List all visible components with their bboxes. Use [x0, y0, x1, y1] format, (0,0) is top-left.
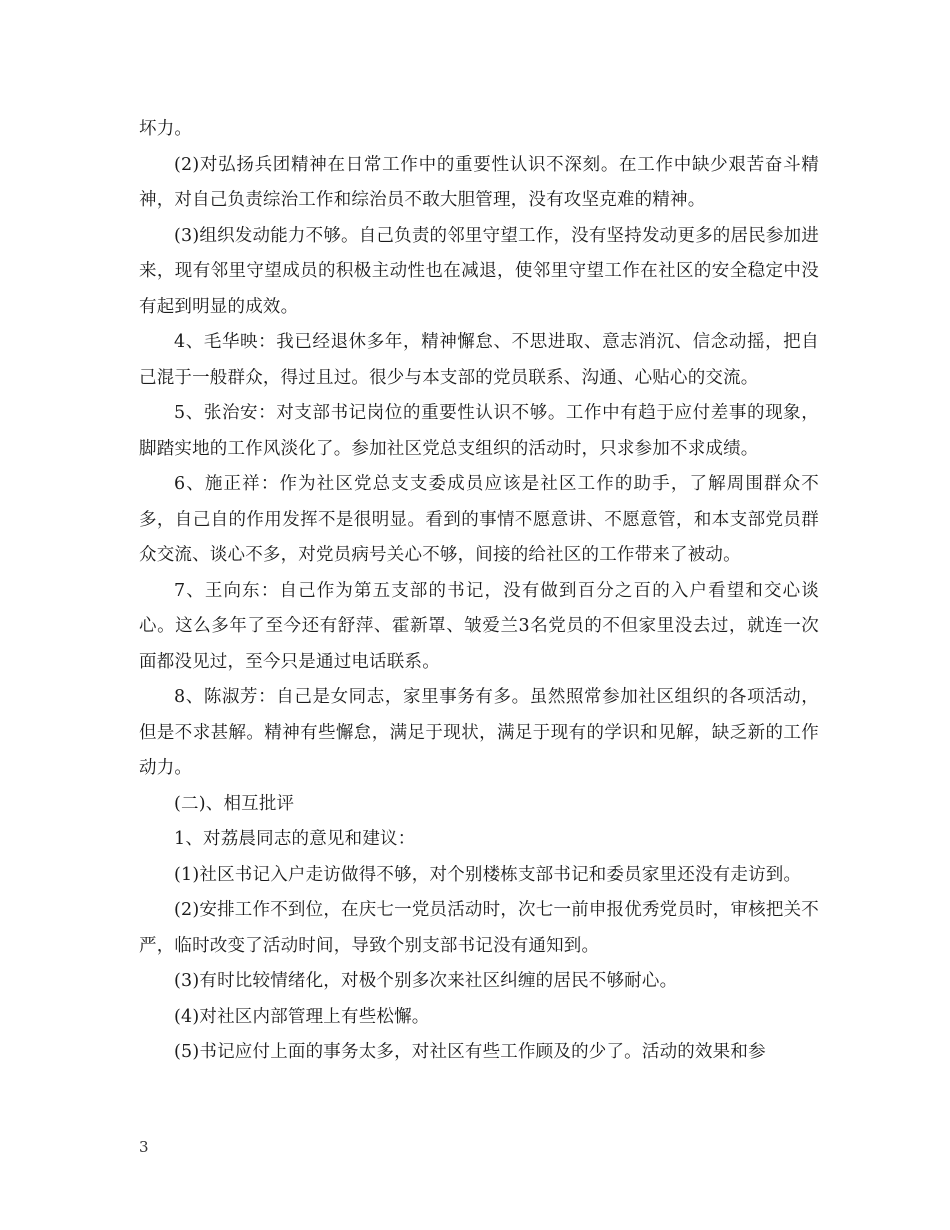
page-number: 3 [139, 1138, 149, 1156]
paragraph: (5)书记应付上面的事务太多，对社区有些工作顾及的少了。活动的效果和参 [174, 1042, 766, 1062]
document-body [139, 112, 819, 1071]
paragraph: (2)对弘扬兵团精神在日常工作中的重要性认识不深刻。在工作中缺少艰苦奋斗精神，对自己负责综治工作和综治员不敢大胆管理，没有攻坚克难的精神。 [139, 154, 819, 210]
paragraph: 6、施正祥：作为社区党总支支委成员应该是社区工作的助手，了解周围群众不多，自己自的作用发挥不是很明显。看到的事情不愿意讲、不愿意管，和本支部党员群众交流、谈心不多，对党员病号关心不够，间接的给社区的工作带来了被动。 [139, 474, 819, 565]
paragraph: (3)有时比较情绪化，对极个别多次来社区纠缠的居民不够耐心。 [174, 971, 678, 991]
paragraph: 4、毛华映：我已经退休多年，精神懈怠、不思进取、意志消沉、信念动摇，把自己混于一般群众，得过且过。很少与本支部的党员联系、沟通、心贴心的交流。 [139, 332, 819, 388]
paragraph: (2)安排工作不到位，在庆七一党员活动时，次七一前申报优秀党员时，审核把关不严，临时改变了活动时间，导致个别支部书记没有通知到。 [139, 900, 819, 956]
paragraph: 8、陈淑芳：自己是女同志，家里事务有多。虽然照常参加社区组织的各项活动，但是不求甚解。精神有些懈怠，满足于现状，满足于现有的学识和见解，缺乏新的工作动力。 [139, 687, 819, 778]
paragraph: (1)社区书记入户走访做得不够，对个别楼栋支部书记和委员家里还没有走访到。 [174, 864, 802, 885]
paragraph: (3)组织发动能力不够。自己负责的邻里守望工作，没有坚持发动更多的居民参加进来，现有邻里守望成员的积极主动性也在减退，使邻里守望工作在社区的安全稳定中没有起到明显的成效。 [139, 225, 819, 317]
paragraph: 5、张治安：对支部书记岗位的重要性认识不够。工作中有趋于应付差事的现象，脚踏实地的工作风淡化了。参加社区党总支组织的活动时，只求参加不求成绩。 [139, 403, 819, 459]
section-heading: (二)、相互批评 [174, 793, 295, 814]
paragraph: 坏力。 [139, 119, 193, 139]
paragraph: 7、王向东：自己作为第五支部的书记，没有做到百分之百的入户看望和交心谈心。这么多年了至今还有舒萍、霍新罩、皱爱兰3名党员的不但家里没去过，就连一次面都没见过，至今只是通过电话联系。 [139, 580, 819, 672]
sub-heading: 1、对荔晨同志的意见和建议： [174, 829, 416, 849]
paragraph: (4)对社区内部管理上有些松懈。 [174, 1006, 430, 1027]
